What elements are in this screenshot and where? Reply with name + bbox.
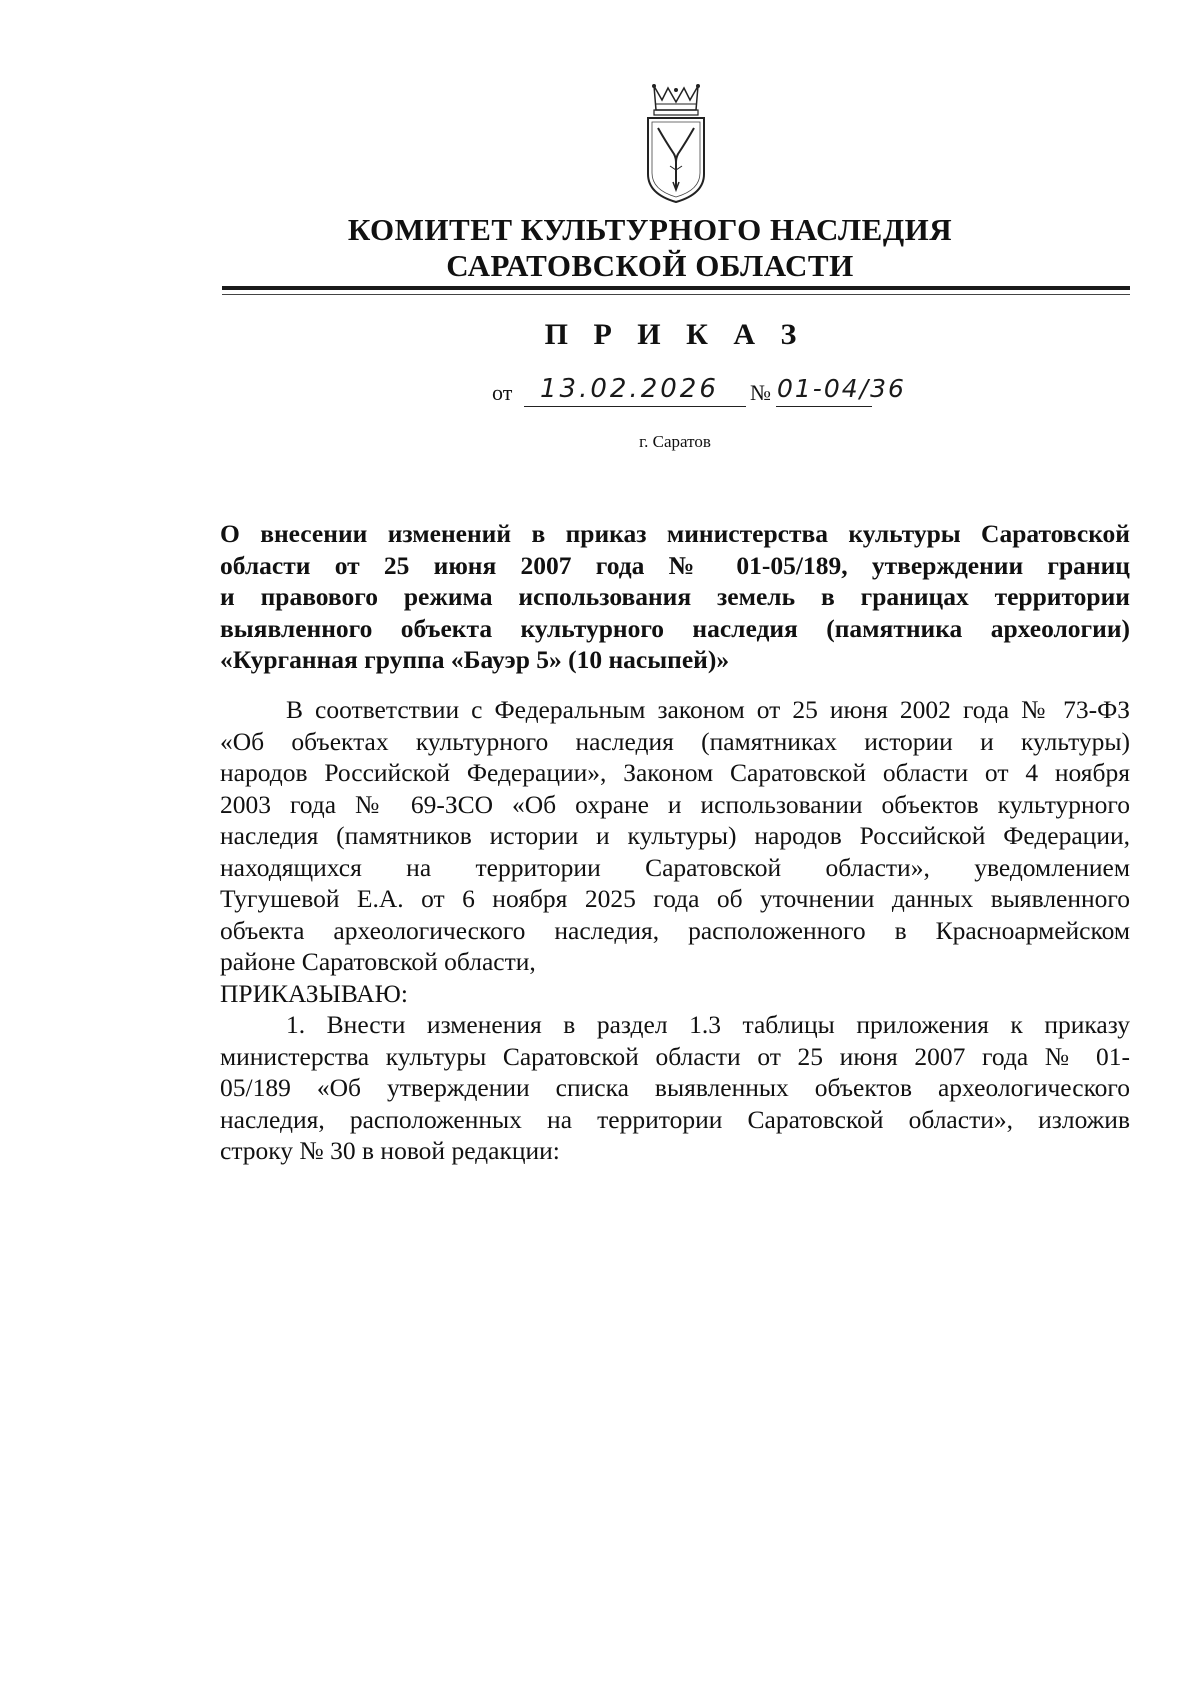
preamble-line: народов Российской Федерации», Законом Саратовской области от 4 ноября [220,758,1130,787]
preamble-line: объекта археологического наследия, расположенного в Красноармейском [220,915,1130,945]
heading-line: выявленного объекта культурного наследия (памятника археологии) [220,613,1130,643]
preamble-line: «Об объектах культурного наследия (памятниках истории и культуры) [220,726,1130,756]
date-underline [524,406,746,407]
organization-name-line-1: КОМИТЕТ КУЛЬТУРНОГО НАСЛЕДИЯ [347,212,953,247]
header-rule-thick [222,286,1130,290]
organization-name-line-2: САРАТОВСКОЙ ОБЛАСТИ [446,248,854,283]
heading-line: О внесении изменений в приказ министерства культуры Саратовской [220,519,1130,548]
preamble-line: наследия (памятников истории и культуры) народов Российской Федерации, [220,821,1130,850]
preamble-line: находящихся на территории Саратовской области», уведомлением [220,852,1130,882]
preamble-line: районе Саратовской области, [220,947,536,976]
item-1-line: 05/189 «Об утверждении списка выявленных объектов археологического [220,1073,1130,1102]
preamble-line: Тугушевой Е.А. от 6 ноября 2025 года об уточнении данных выявленного [220,884,1130,913]
item-1-line: 1. Внести изменения в раздел 1.3 таблицы приложения к приказу [286,1010,1130,1039]
heading-line: и правового режима использования земель в границах территории [220,582,1130,611]
city: г. Саратов [639,432,711,451]
coat-of-arms-icon [640,82,712,204]
order-date: 13.02.2026 [540,374,719,404]
number-prefix: № [750,380,771,405]
item-1-line: министерства культуры Саратовской области от 25 июня 2007 года № 01- [220,1041,1130,1071]
item-1-line: наследия, расположенных на территории Саратовской области», изложив [220,1104,1130,1134]
order-body [220,694,1130,1167]
order-title: П Р И К А З [544,318,806,351]
order-date-number-line [492,374,912,414]
header-rule-thin [222,294,1130,295]
preamble-line: 2003 года № 69-ЗСО «Об охране и использовании объектов культурного [220,789,1130,819]
order-heading [220,518,1130,676]
date-prefix: от [492,380,513,405]
order-number: 01-04/36 [777,374,906,403]
preamble-line: В соответствии с Федеральным законом от 25 июня 2002 года № 73-ФЗ [286,695,1130,724]
heading-line: области от 25 июня 2007 года № 01-05/189, утверждении границ [220,550,1130,580]
order-word: ПРИКАЗЫВАЮ: [220,978,408,1008]
heading-line: «Курганная группа «Бауэр 5» (10 насыпей)» [220,645,730,674]
item-1-line: строку № 30 в новой редакции: [220,1136,560,1165]
number-underline [776,406,872,407]
